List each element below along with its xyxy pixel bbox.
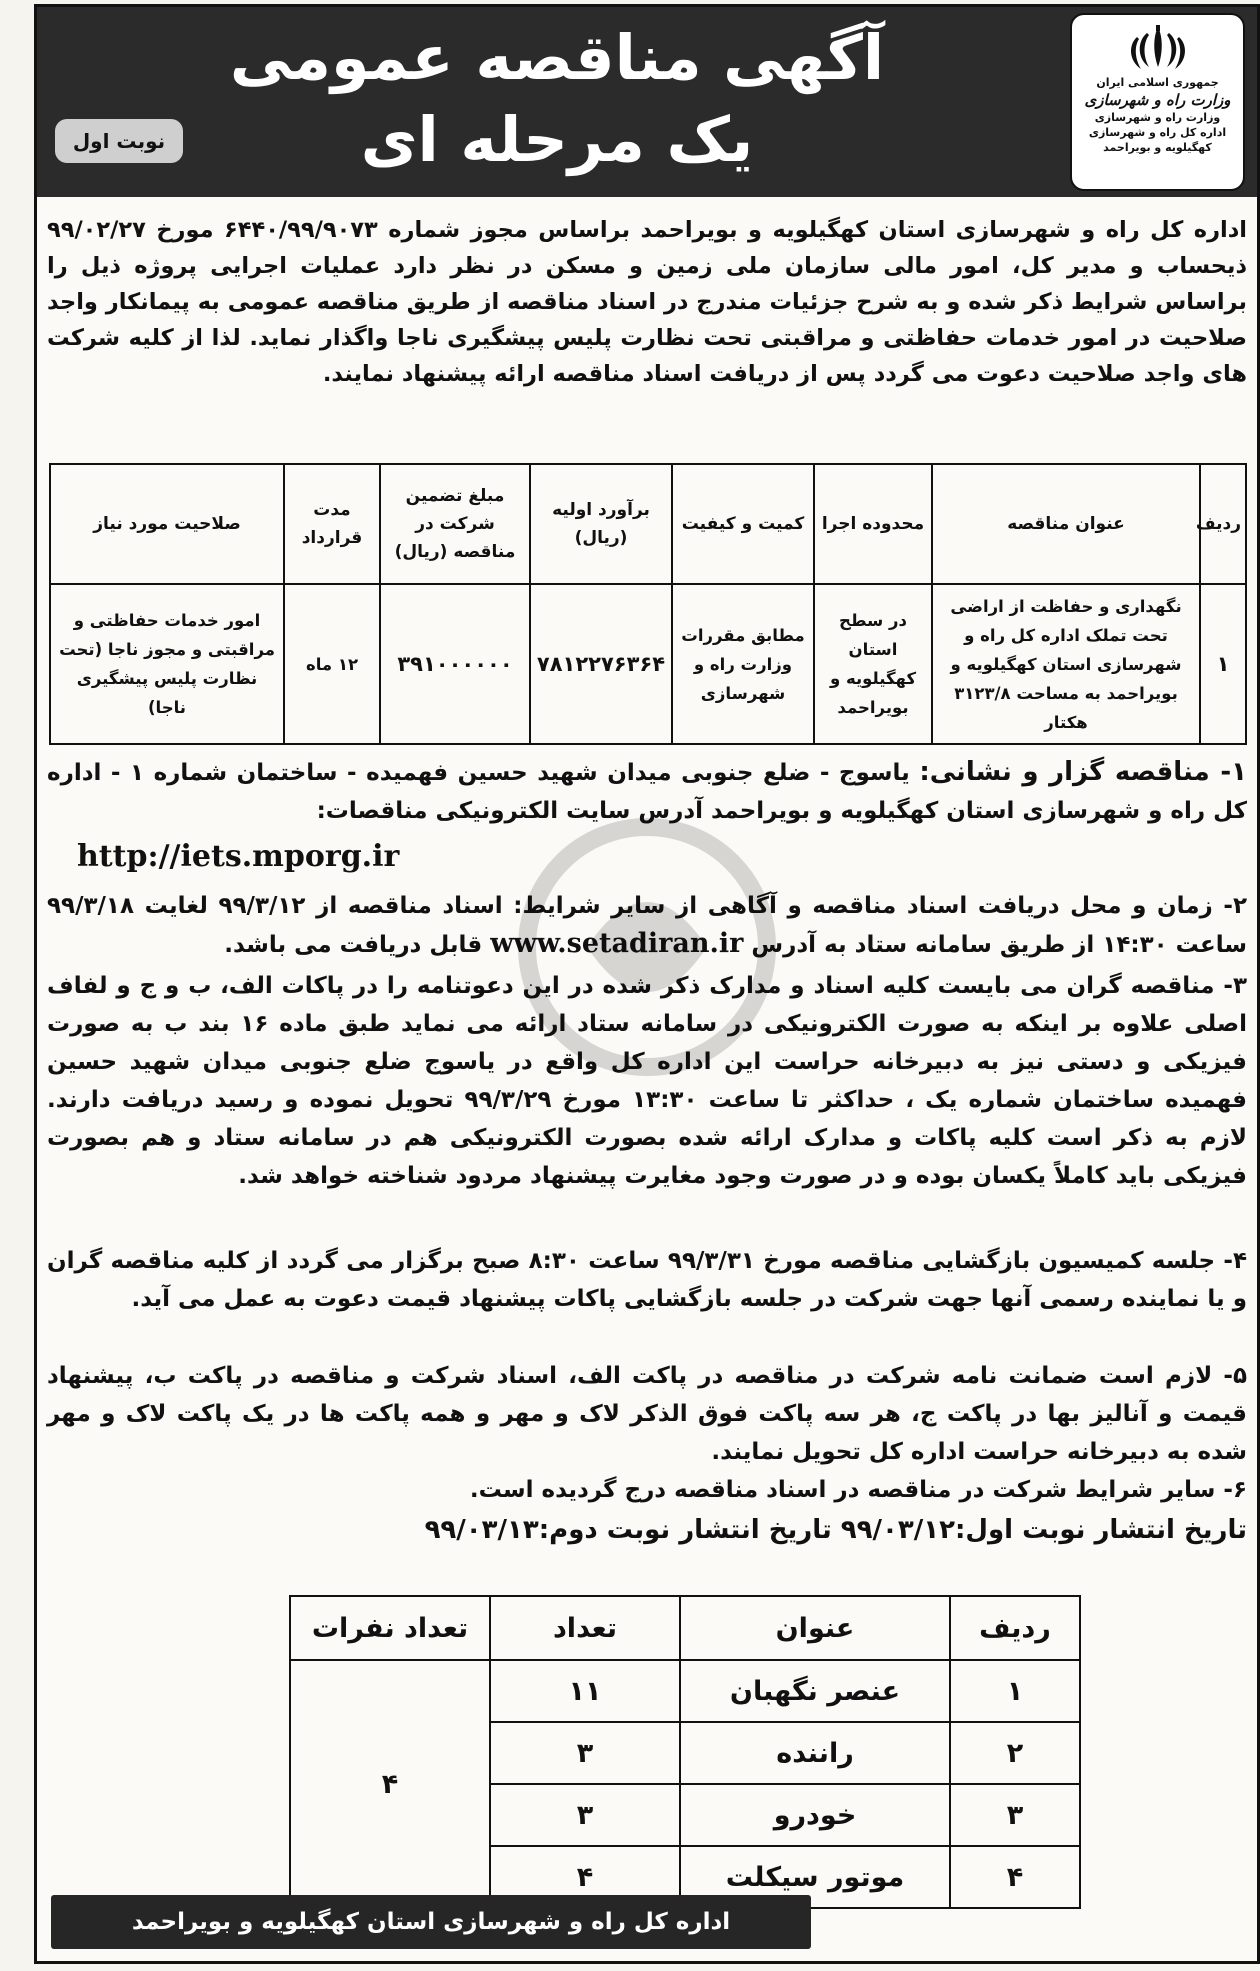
staff-cell-row: ۴ xyxy=(950,1846,1080,1908)
staff-table-header-row xyxy=(290,1596,1080,1660)
header-quantity: کمیت و کیفیت xyxy=(672,464,814,584)
staff-cell-persons-total: ۴ xyxy=(290,1660,490,1908)
section-1-organizer xyxy=(47,753,1247,830)
staff-header-persons: تعداد نفرات xyxy=(290,1596,490,1660)
staff-cell-count: ۱۱ xyxy=(490,1660,680,1722)
tender-table xyxy=(49,463,1247,745)
staff-cell-row: ۱ xyxy=(950,1660,1080,1722)
header-tender-title: عنوان مناقصه xyxy=(932,464,1200,584)
section-1-heading: ۱- مناقصه گزار و نشانی: xyxy=(919,757,1248,787)
section-2-tail: قابل دریافت می باشد. xyxy=(224,932,483,958)
staff-cell-title: خودرو xyxy=(680,1784,950,1846)
staff-header-count: تعداد xyxy=(490,1596,680,1660)
staff-cell-title: راننده xyxy=(680,1722,950,1784)
publication-round-badge: نوبت اول xyxy=(55,119,183,163)
header-row-number: ردیف xyxy=(1200,464,1246,584)
iran-emblem-icon xyxy=(1125,23,1191,73)
section-1-body: یاسوج - ضلع جنوبی میدان شهید حسین فهمیده - ساختمان شماره ۱ - اداره کل راه و شهرسازی استان کهگیلویه و بویراحمد آدرس سایت الکترونیکی مناقصات: xyxy=(47,760,1247,824)
staff-cell-count: ۳ xyxy=(490,1722,680,1784)
cell-estimate: ۷۸۱۲۲۷۶۳۶۴ xyxy=(530,584,672,744)
section-2-documents xyxy=(47,887,1247,964)
staff-header-title: عنوان xyxy=(680,1596,950,1660)
header-qualification: صلاحیت مورد نیاز xyxy=(50,464,284,584)
ad-title-line1: آگهی مناقصه عمومی xyxy=(229,21,885,94)
staff-table xyxy=(289,1595,1081,1909)
cell-area: در سطح استان کهگیلویه و بویراحمد xyxy=(814,584,932,744)
iets-url-link[interactable]: http://iets.mporg.ir xyxy=(77,839,400,874)
section-5-envelopes: ۵- لازم است ضمانت نامه شرکت در مناقصه در پاکت الف، اسناد شرکت و مناقصه در پاکت ب، پیشنهاد قیمت و آنالیز بها در پاکت ج، هر سه پاکت فوق الذکر لاک و مهر و همه پاکت ها در یک پاکت لاک و مهر شده به دبیرخانه حراست اداره کل تحویل نمایند. xyxy=(47,1363,1247,1465)
logo-department: اداره کل راه و شهرسازی xyxy=(1088,126,1227,139)
header-area: محدوده اجرا xyxy=(814,464,932,584)
cell-duration: ۱۲ ماه xyxy=(284,584,380,744)
staff-cell-row: ۳ xyxy=(950,1784,1080,1846)
staff-cell-row: ۲ xyxy=(950,1722,1080,1784)
footer-bar: اداره کل راه و شهرسازی استان کهگیلویه و بویراحمد xyxy=(51,1895,811,1949)
staff-header-row: ردیف xyxy=(950,1596,1080,1660)
staff-cell-count: ۴ xyxy=(490,1846,680,1908)
intro-paragraph: اداره کل راه و شهرسازی استان کهگیلویه و بویراحمد براساس مجوز شماره ۶۴۴۰/۹۹/۹۰۷۳ مورخ ۹۹/۰۲/۲۷ ذیحساب و مدیر کل، امور مالی سازمان ملی زمین و مسکن در نظر دارد عملیات اجرایی پروژه ذیل را براساس شرایط ذکر شده و به شرح جزئیات مندرج در اسناد مناقصه از طریق مناقصه عمومی به پیمانکار واجد صلاحیت در امور خدمات حفاظتی و مراقبتی تحت نظارت پلیس پیشگیری ناجا واگذار نماید. لذا از کلیه شرکت های واجد صلاحیت دعوت می گردد پس از دریافت اسناد مناقصه ارائه پیشنهاد نمایند. xyxy=(47,217,1248,387)
cell-quantity: مطابق مقررات وزارت راه و شهرسازی xyxy=(672,584,814,744)
cell-tender-title: نگهداری و حفاظت از اراضی تحت تملک اداره کل راه و شهرسازی استان کهگیلویه و بویراحمد به مساحت ۳۱۲۳/۸ هکتار xyxy=(932,584,1200,744)
staff-cell-title: عنصر نگهبان xyxy=(680,1660,950,1722)
section-4-opening-session: ۴- جلسه کمیسیون بازگشایی مناقصه مورخ ۹۹/۳/۳۱ ساعت ۸:۳۰ صبح برگزار می گردد از کلیه مناقصه گران و یا نماینده رسمی آنها جهت شرکت در جلسه بازگشایی پاکات پیشنهاد قیمت دعوت به عمل می آید. xyxy=(47,1248,1247,1312)
staff-cell-count: ۳ xyxy=(490,1784,680,1846)
table-row xyxy=(290,1660,1080,1722)
tender-table-header-row xyxy=(50,464,1246,584)
ministry-logo xyxy=(1070,13,1245,191)
setadiran-url-link[interactable]: www.setadiran.ir xyxy=(490,928,744,959)
staff-cell-title: موتور سیکلت xyxy=(680,1846,950,1908)
ad-header xyxy=(37,7,1257,197)
section-2-body: ۲- زمان و محل دریافت اسناد مناقصه و آگاهی از سایر شرایط: اسناد مناقصه از ۹۹/۳/۱۲ لغایت ۹۹/۳/۱۸ ساعت ۱۴:۳۰ از طریق سامانه ستاد به آدرس xyxy=(47,893,1247,958)
logo-province: کهگیلویه و بویراحمد xyxy=(1103,141,1212,154)
header-duration: مدت قرارداد xyxy=(284,464,380,584)
header-guarantee: مبلغ تضمین شرکت در مناقصه (ریال) xyxy=(380,464,530,584)
ad-frame xyxy=(34,4,1260,1964)
section-6-other-conditions: ۶- سایر شرایط شرکت در مناقصه در اسناد مناقصه درج گردیده است. xyxy=(469,1477,1247,1503)
table-row xyxy=(50,584,1246,744)
section-3-submission: ۳- مناقصه گران می بایست کلیه اسناد و مدارک ذکر شده در این دعوتنامه را در پاکات الف، ب و ج و لفاف اصلی علاوه بر اینکه به صورت الکترونیکی در سامانه ستاد ارائه می نماید طبق ماده ۱۶ بند ب به صورت فیزیکی و دستی نیز به دبیرخانه حراست این اداره کل واقع در یاسوج ضلع جنوبی میدان شهید حسین فهمیده ساختمان شماره یک ، حداکثر تا ساعت ۱۳:۳۰ مورخ ۹۹/۳/۲۹ تحویل نموده و رسید دریافت دارند. لازم به ذکر است کلیه پاکات و مدارک ارائه شده بصورت الکترونیکی هم در سامانه ستاد و هم بصورت فیزیکی باید کاملاً یکسان بوده و در صورت وجود مغایرت پیشنهاد مردود شناخته خواهد شد. xyxy=(47,973,1247,1189)
header-estimate: برآورد اولیه (ریال) xyxy=(530,464,672,584)
cell-guarantee: ۳۹۱۰۰۰۰۰۰ xyxy=(380,584,530,744)
logo-country: جمهوری اسلامی ایران xyxy=(1096,76,1219,89)
cell-row-number: ۱ xyxy=(1200,584,1246,744)
ad-title-line2: یک مرحله ای xyxy=(360,103,754,176)
publish-dates: تاریخ انتشار نوبت اول:۹۹/۰۳/۱۲ تاریخ انتشار نوبت دوم:۹۹/۰۳/۱۳ xyxy=(424,1515,1247,1545)
logo-ministry: وزارت راه و شهرسازی xyxy=(1084,91,1231,109)
logo-ministry-small: وزارت راه و شهرسازی xyxy=(1094,111,1221,124)
cell-qualification: امور خدمات حفاظتی و مراقبتی و مجوز ناجا (تحت نظارت پلیس پیشگیری ناجا) xyxy=(50,584,284,744)
